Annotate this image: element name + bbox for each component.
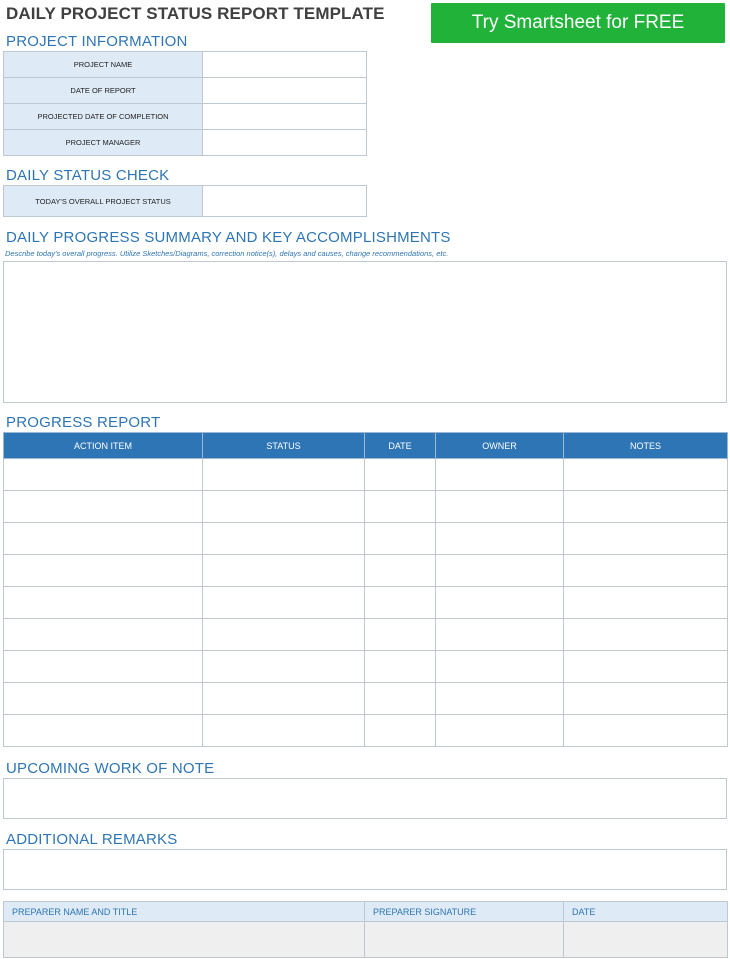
- table-cell[interactable]: [365, 459, 436, 491]
- status-header: STATUS: [203, 433, 365, 459]
- table-cell[interactable]: [564, 683, 728, 715]
- table-cell[interactable]: [203, 619, 365, 651]
- table-cell[interactable]: [203, 523, 365, 555]
- table-cell[interactable]: [564, 651, 728, 683]
- projected-completion-field[interactable]: [203, 104, 367, 130]
- project-info-heading: PROJECT INFORMATION: [6, 33, 188, 50]
- table-cell[interactable]: [564, 459, 728, 491]
- table-row: [4, 555, 728, 587]
- table-cell[interactable]: [365, 523, 436, 555]
- table-cell[interactable]: [203, 651, 365, 683]
- table-cell[interactable]: [365, 491, 436, 523]
- table-cell[interactable]: [203, 555, 365, 587]
- summary-textarea[interactable]: [3, 261, 727, 403]
- summary-hint: Describe today's overall progress. Utilize Sketches/Diagrams, correction notice(s), delays and causes, change recommendations, etc.: [5, 249, 449, 258]
- table-row: [4, 619, 728, 651]
- preparer-date-field[interactable]: [564, 922, 728, 958]
- table-cell[interactable]: [4, 651, 203, 683]
- table-cell[interactable]: [564, 491, 728, 523]
- project-manager-label: PROJECT MANAGER: [4, 130, 203, 156]
- remarks-heading: ADDITIONAL REMARKS: [6, 831, 178, 848]
- preparer-signature-field[interactable]: [365, 922, 564, 958]
- table-row: [4, 459, 728, 491]
- table-cell[interactable]: [564, 587, 728, 619]
- table-cell[interactable]: [436, 555, 564, 587]
- table-cell[interactable]: [4, 555, 203, 587]
- table-cell[interactable]: [4, 523, 203, 555]
- table-cell[interactable]: [564, 555, 728, 587]
- progress-report-heading: PROGRESS REPORT: [6, 414, 161, 431]
- remarks-textarea[interactable]: [3, 849, 727, 890]
- table-cell[interactable]: [203, 683, 365, 715]
- table-cell[interactable]: [365, 683, 436, 715]
- preparer-name-field[interactable]: [4, 922, 365, 958]
- table-cell[interactable]: [365, 587, 436, 619]
- summary-heading: DAILY PROGRESS SUMMARY AND KEY ACCOMPLISHMENTS: [6, 229, 451, 246]
- upcoming-textarea[interactable]: [3, 778, 727, 819]
- table-cell[interactable]: [564, 523, 728, 555]
- table-row: [4, 491, 728, 523]
- project-info-table: [3, 51, 367, 156]
- table-cell[interactable]: [4, 587, 203, 619]
- table-row: [4, 715, 728, 747]
- project-name-field[interactable]: [203, 52, 367, 78]
- table-cell[interactable]: [365, 651, 436, 683]
- date-of-report-field[interactable]: [203, 78, 367, 104]
- date-header: DATE: [365, 433, 436, 459]
- table-row: [4, 651, 728, 683]
- overall-status-field[interactable]: [203, 186, 367, 217]
- table-cell[interactable]: [436, 523, 564, 555]
- status-check-table: [3, 185, 367, 217]
- owner-header: OWNER: [436, 433, 564, 459]
- table-cell[interactable]: [4, 459, 203, 491]
- table-cell[interactable]: [365, 715, 436, 747]
- overall-status-label: TODAY'S OVERALL PROJECT STATUS: [4, 186, 203, 217]
- table-cell[interactable]: [4, 683, 203, 715]
- preparer-table: [3, 901, 728, 958]
- preparer-name-label: PREPARER NAME AND TITLE: [4, 902, 365, 922]
- date-of-report-label: DATE OF REPORT: [4, 78, 203, 104]
- table-cell[interactable]: [436, 619, 564, 651]
- action-item-header: ACTION ITEM: [4, 433, 203, 459]
- table-cell[interactable]: [436, 491, 564, 523]
- preparer-date-label: DATE: [564, 902, 728, 922]
- progress-report-table: [3, 432, 728, 747]
- table-cell[interactable]: [564, 715, 728, 747]
- table-cell[interactable]: [203, 491, 365, 523]
- table-cell[interactable]: [203, 715, 365, 747]
- table-cell[interactable]: [436, 459, 564, 491]
- table-cell[interactable]: [4, 491, 203, 523]
- page-title: DAILY PROJECT STATUS REPORT TEMPLATE: [6, 4, 385, 23]
- projected-completion-label: PROJECTED DATE OF COMPLETION: [4, 104, 203, 130]
- preparer-signature-label: PREPARER SIGNATURE: [365, 902, 564, 922]
- try-smartsheet-button[interactable]: Try Smartsheet for FREE: [431, 3, 725, 43]
- notes-header: NOTES: [564, 433, 728, 459]
- table-row: [4, 523, 728, 555]
- table-cell[interactable]: [365, 555, 436, 587]
- table-cell[interactable]: [203, 459, 365, 491]
- table-cell[interactable]: [203, 587, 365, 619]
- table-row: [4, 587, 728, 619]
- table-cell[interactable]: [436, 715, 564, 747]
- table-cell[interactable]: [564, 619, 728, 651]
- upcoming-heading: UPCOMING WORK OF NOTE: [6, 760, 215, 777]
- table-cell[interactable]: [436, 683, 564, 715]
- project-manager-field[interactable]: [203, 130, 367, 156]
- table-row: [4, 683, 728, 715]
- table-cell[interactable]: [365, 619, 436, 651]
- table-cell[interactable]: [436, 587, 564, 619]
- table-cell[interactable]: [4, 619, 203, 651]
- table-cell[interactable]: [4, 715, 203, 747]
- status-check-heading: DAILY STATUS CHECK: [6, 167, 170, 184]
- project-name-label: PROJECT NAME: [4, 52, 203, 78]
- table-cell[interactable]: [436, 651, 564, 683]
